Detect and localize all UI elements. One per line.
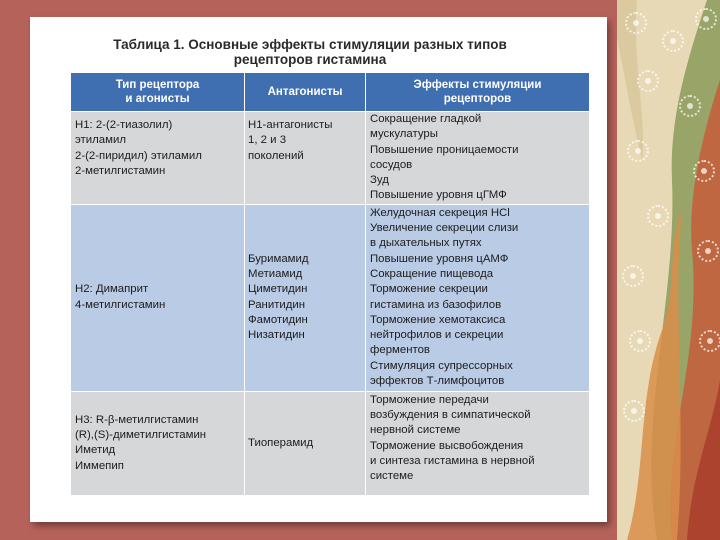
header-text: и агонисты	[125, 93, 190, 105]
table-header-row	[71, 73, 590, 112]
cell-text: 1, 2 и 3	[248, 134, 287, 147]
flower-ornament	[629, 330, 651, 352]
table-row-h3	[71, 391, 590, 495]
cell-text: нейтрофилов и секреции	[370, 329, 504, 342]
header-text: Антагонисты	[267, 86, 343, 98]
cell-receptor	[71, 391, 245, 495]
cell-text: Повышение уровня цГМФ	[370, 189, 507, 202]
cell-text: Фамотидин	[248, 314, 308, 327]
cell-text: поколений	[248, 149, 304, 162]
flower-ornament	[625, 12, 647, 34]
cell-text: Ранитидин	[248, 298, 306, 311]
flower-ornament	[622, 265, 644, 287]
cell-effects	[366, 204, 590, 391]
cell-text: H1-антагонисты	[248, 119, 333, 131]
cell-text: Торможение высвобождения	[370, 439, 524, 452]
cell-text: Повышение уровня цАМФ	[370, 252, 509, 265]
cell-text: Повышение проницаемости	[370, 143, 519, 156]
cell-text: Торможение хемотаксиса	[370, 313, 506, 326]
cell-text: возбуждения в симпатической	[370, 409, 531, 422]
cell-text: Сокращение гладкой	[370, 113, 482, 125]
cell-text: Сокращение пищевода	[370, 267, 494, 280]
header-text: Эффекты стимуляции	[413, 79, 542, 91]
decorative-floral-strip	[617, 0, 720, 540]
cell-antagonists	[245, 204, 366, 391]
flower-ornament	[662, 30, 684, 52]
cell-text: ферментов	[370, 344, 430, 357]
cell-text: нервной системе	[370, 424, 461, 437]
cell-text: гистамина из базофилов	[370, 298, 502, 311]
header-text: Тип рецептора	[115, 79, 200, 91]
flower-ornament	[697, 240, 719, 262]
cell-text: в дыхательных путях	[370, 237, 482, 250]
cell-text: Буримамид	[248, 252, 309, 265]
cell-text: и синтеза гистамина в нервной	[370, 454, 535, 467]
cell-text: H3: R-β-метилгистамин	[75, 413, 199, 426]
title-line-2: рецепторов гистамина	[233, 52, 387, 67]
flower-ornament	[695, 8, 717, 30]
cell-effects	[366, 112, 590, 205]
cell-text: 4-метилгистамин	[75, 298, 166, 311]
title-line-1: Таблица 1. Основные эффекты стимуляции разных типов	[113, 37, 507, 52]
cell-text: Торможение передачи	[370, 393, 489, 406]
cell-antagonists	[245, 391, 366, 495]
cell-text: Увеличение секреции слизи	[370, 222, 519, 235]
cell-text: (R),(S)-диметилгистамин	[75, 428, 207, 441]
cell-text: Торможение секреции	[370, 283, 488, 296]
slide-panel	[30, 17, 607, 522]
cell-receptor	[71, 204, 245, 391]
table-row-h1	[71, 112, 590, 205]
histamine-receptors-table	[70, 72, 590, 496]
flower-ornament	[623, 400, 645, 422]
cell-receptor	[71, 112, 245, 205]
cell-text: системе	[370, 470, 414, 483]
table-title	[70, 37, 550, 67]
header-receptor-type	[71, 73, 245, 112]
cell-text: H2: Димаприт	[75, 283, 149, 296]
cell-text: Циметидин	[248, 283, 308, 296]
cell-text: Стимуляция супрессорных	[370, 359, 513, 372]
flower-ornament	[699, 330, 720, 352]
cell-text: Желудочная секреция HCl	[370, 206, 510, 219]
cell-antagonists	[245, 112, 366, 205]
cell-text: Тиоперамид	[248, 436, 314, 449]
cell-text: этиламил	[75, 134, 126, 147]
header-text: рецепторов	[443, 93, 512, 105]
cell-text: Низатидин	[248, 329, 305, 342]
cell-text: эффектов Т-лимфоцитов	[370, 375, 505, 388]
header-antagonists	[245, 73, 366, 112]
cell-text: Иммепип	[75, 459, 124, 472]
cell-text: сосудов	[370, 158, 413, 171]
cell-text: мускулатуры	[370, 128, 438, 141]
cell-text: Зуд	[370, 174, 389, 187]
cell-text: Иметид	[75, 444, 116, 457]
flower-ornament	[647, 205, 669, 227]
table-row-h2	[71, 204, 590, 391]
flower-ornament	[679, 95, 701, 117]
flower-ornament	[627, 140, 649, 162]
header-effects	[366, 73, 590, 112]
cell-text: Метиамид	[248, 268, 303, 281]
cell-text: 2-метилгистамин	[75, 164, 166, 177]
flower-ornament	[637, 70, 659, 92]
cell-effects	[366, 391, 590, 495]
flower-ornament	[693, 160, 715, 182]
cell-text: H1: 2-(2-тиазолил)	[75, 119, 173, 131]
cell-text: 2-(2-пиридил) этиламил	[75, 149, 202, 162]
